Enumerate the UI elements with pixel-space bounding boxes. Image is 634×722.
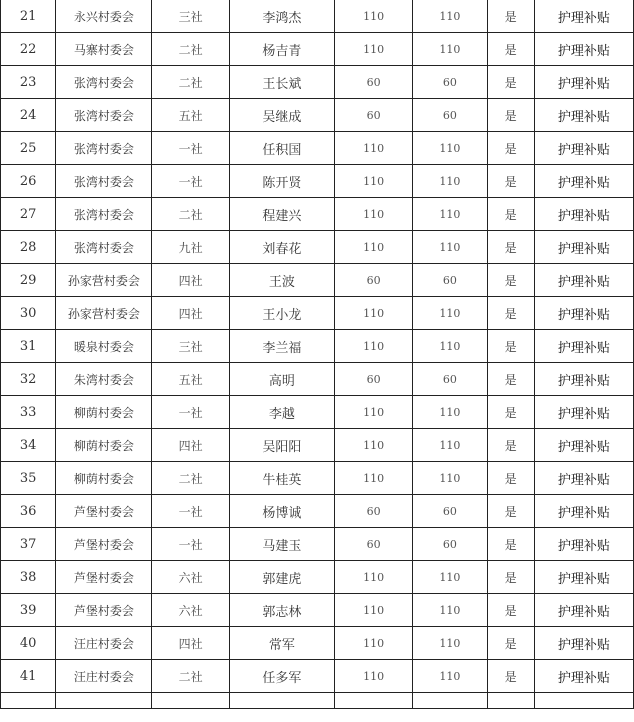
person-name-cell: 李鸿杰 — [229, 0, 334, 33]
amount-cell: 60 — [413, 264, 487, 297]
amount-cell: 110 — [335, 165, 413, 198]
row-number-cell: 31 — [1, 330, 56, 363]
group-cell: 二社 — [152, 33, 229, 66]
amount-cell: 110 — [413, 660, 487, 693]
table-row — [1, 594, 634, 627]
amount-cell: 110 — [413, 396, 487, 429]
table-row — [1, 528, 634, 561]
flag-cell: 是 — [487, 330, 534, 363]
person-name-cell: 牛桂英 — [229, 462, 334, 495]
row-number-cell: 39 — [1, 594, 56, 627]
row-number-cell: 28 — [1, 231, 56, 264]
flag-cell: 是 — [487, 627, 534, 660]
subsidy-type-cell: 护理补贴 — [534, 363, 633, 396]
person-name-cell: 常军 — [229, 627, 334, 660]
group-cell: 三社 — [152, 330, 229, 363]
table-row — [1, 495, 634, 528]
subsidy-type-cell: 护理补贴 — [534, 231, 633, 264]
subsidy-type-cell: 护理补贴 — [534, 165, 633, 198]
flag-cell: 是 — [487, 396, 534, 429]
table-row — [1, 330, 634, 363]
table-row — [1, 99, 634, 132]
village-cell: 孙家营村委会 — [56, 297, 152, 330]
village-cell: 柳荫村委会 — [56, 462, 152, 495]
flag-cell: 是 — [487, 363, 534, 396]
empty-cell — [335, 693, 413, 709]
flag-cell: 是 — [487, 165, 534, 198]
person-name-cell: 吴继成 — [229, 99, 334, 132]
person-name-cell: 陈开贤 — [229, 165, 334, 198]
subsidy-type-cell: 护理补贴 — [534, 198, 633, 231]
flag-cell: 是 — [487, 264, 534, 297]
amount-cell: 110 — [413, 462, 487, 495]
amount-cell: 60 — [335, 264, 413, 297]
village-cell: 张湾村委会 — [56, 198, 152, 231]
table-row — [1, 66, 634, 99]
subsidy-type-cell: 护理补贴 — [534, 66, 633, 99]
amount-cell: 60 — [413, 99, 487, 132]
flag-cell: 是 — [487, 660, 534, 693]
person-name-cell: 杨博诚 — [229, 495, 334, 528]
subsidy-type-cell: 护理补贴 — [534, 297, 633, 330]
table-row — [1, 462, 634, 495]
amount-cell: 110 — [335, 0, 413, 33]
person-name-cell: 郭建虎 — [229, 561, 334, 594]
amount-cell: 110 — [335, 198, 413, 231]
village-cell: 张湾村委会 — [56, 66, 152, 99]
person-name-cell: 王小龙 — [229, 297, 334, 330]
amount-cell: 60 — [335, 495, 413, 528]
subsidy-type-cell: 护理补贴 — [534, 132, 633, 165]
village-cell: 张湾村委会 — [56, 231, 152, 264]
empty-cell — [56, 693, 152, 709]
flag-cell: 是 — [487, 66, 534, 99]
subsidy-type-cell: 护理补贴 — [534, 528, 633, 561]
flag-cell: 是 — [487, 561, 534, 594]
row-number-cell: 22 — [1, 33, 56, 66]
table-row — [1, 264, 634, 297]
group-cell: 二社 — [152, 66, 229, 99]
amount-cell: 110 — [413, 198, 487, 231]
person-name-cell: 王波 — [229, 264, 334, 297]
empty-cell — [152, 693, 229, 709]
table-row — [1, 132, 634, 165]
person-name-cell: 郭志林 — [229, 594, 334, 627]
village-cell: 张湾村委会 — [56, 132, 152, 165]
amount-cell: 110 — [413, 330, 487, 363]
row-number-cell: 26 — [1, 165, 56, 198]
row-number-cell: 27 — [1, 198, 56, 231]
amount-cell: 110 — [335, 462, 413, 495]
row-number-cell: 36 — [1, 495, 56, 528]
row-number-cell: 25 — [1, 132, 56, 165]
row-number-cell: 35 — [1, 462, 56, 495]
group-cell: 一社 — [152, 396, 229, 429]
person-name-cell: 王长斌 — [229, 66, 334, 99]
group-cell: 四社 — [152, 627, 229, 660]
amount-cell: 110 — [335, 33, 413, 66]
table-row — [1, 165, 634, 198]
group-cell: 二社 — [152, 660, 229, 693]
flag-cell: 是 — [487, 33, 534, 66]
table-row — [1, 198, 634, 231]
table-row — [1, 0, 634, 33]
flag-cell: 是 — [487, 0, 534, 33]
flag-cell: 是 — [487, 99, 534, 132]
group-cell: 一社 — [152, 528, 229, 561]
village-cell: 暖泉村委会 — [56, 330, 152, 363]
village-cell: 芦堡村委会 — [56, 594, 152, 627]
amount-cell: 110 — [335, 330, 413, 363]
row-number-cell: 34 — [1, 429, 56, 462]
amount-cell: 110 — [413, 165, 487, 198]
amount-cell: 60 — [335, 99, 413, 132]
village-cell: 张湾村委会 — [56, 165, 152, 198]
row-number-cell: 30 — [1, 297, 56, 330]
table-row — [1, 561, 634, 594]
village-cell: 柳荫村委会 — [56, 396, 152, 429]
amount-cell: 110 — [335, 297, 413, 330]
flag-cell: 是 — [487, 528, 534, 561]
village-cell: 汪庄村委会 — [56, 660, 152, 693]
person-name-cell: 吴阳阳 — [229, 429, 334, 462]
person-name-cell: 高明 — [229, 363, 334, 396]
group-cell: 一社 — [152, 132, 229, 165]
row-number-cell: 38 — [1, 561, 56, 594]
empty-cell — [487, 693, 534, 709]
group-cell: 五社 — [152, 99, 229, 132]
amount-cell: 110 — [413, 0, 487, 33]
table-row — [1, 627, 634, 660]
amount-cell: 60 — [413, 528, 487, 561]
group-cell: 三社 — [152, 0, 229, 33]
amount-cell: 110 — [335, 594, 413, 627]
subsidy-type-cell: 护理补贴 — [534, 99, 633, 132]
row-number-cell: 41 — [1, 660, 56, 693]
row-number-cell: 21 — [1, 0, 56, 33]
village-cell: 永兴村委会 — [56, 0, 152, 33]
person-name-cell: 任多军 — [229, 660, 334, 693]
amount-cell: 60 — [413, 363, 487, 396]
amount-cell: 110 — [413, 627, 487, 660]
village-cell: 朱湾村委会 — [56, 363, 152, 396]
village-cell: 张湾村委会 — [56, 99, 152, 132]
person-name-cell: 杨吉青 — [229, 33, 334, 66]
amount-cell: 110 — [335, 132, 413, 165]
village-cell: 马寨村委会 — [56, 33, 152, 66]
table-row — [1, 297, 634, 330]
amount-cell: 60 — [335, 528, 413, 561]
table-row — [1, 33, 634, 66]
subsidy-type-cell: 护理补贴 — [534, 594, 633, 627]
amount-cell: 110 — [413, 561, 487, 594]
person-name-cell: 程建兴 — [229, 198, 334, 231]
amount-cell: 110 — [335, 627, 413, 660]
subsidy-type-cell: 护理补贴 — [534, 429, 633, 462]
flag-cell: 是 — [487, 198, 534, 231]
amount-cell: 60 — [413, 495, 487, 528]
village-cell: 芦堡村委会 — [56, 561, 152, 594]
flag-cell: 是 — [487, 297, 534, 330]
row-number-cell: 24 — [1, 99, 56, 132]
group-cell: 一社 — [152, 165, 229, 198]
amount-cell: 110 — [335, 429, 413, 462]
table-row-partial — [1, 693, 634, 709]
amount-cell: 110 — [335, 396, 413, 429]
table-row — [1, 429, 634, 462]
empty-cell — [413, 693, 487, 709]
group-cell: 四社 — [152, 429, 229, 462]
amount-cell: 110 — [335, 660, 413, 693]
flag-cell: 是 — [487, 594, 534, 627]
row-number-cell: 29 — [1, 264, 56, 297]
table-row — [1, 231, 634, 264]
empty-cell — [534, 693, 633, 709]
amount-cell: 110 — [413, 429, 487, 462]
group-cell: 四社 — [152, 264, 229, 297]
flag-cell: 是 — [487, 132, 534, 165]
amount-cell: 110 — [413, 132, 487, 165]
amount-cell: 110 — [413, 231, 487, 264]
table-row — [1, 660, 634, 693]
table-row — [1, 396, 634, 429]
amount-cell: 110 — [335, 231, 413, 264]
subsidy-type-cell: 护理补贴 — [534, 330, 633, 363]
subsidy-type-cell: 护理补贴 — [534, 495, 633, 528]
table-row — [1, 363, 634, 396]
empty-cell — [229, 693, 334, 709]
empty-cell — [1, 693, 56, 709]
flag-cell: 是 — [487, 231, 534, 264]
row-number-cell: 32 — [1, 363, 56, 396]
group-cell: 六社 — [152, 594, 229, 627]
village-cell: 芦堡村委会 — [56, 528, 152, 561]
group-cell: 一社 — [152, 495, 229, 528]
subsidy-type-cell: 护理补贴 — [534, 462, 633, 495]
amount-cell: 110 — [413, 594, 487, 627]
table-body — [1, 0, 634, 709]
subsidy-type-cell: 护理补贴 — [534, 627, 633, 660]
row-number-cell: 23 — [1, 66, 56, 99]
group-cell: 五社 — [152, 363, 229, 396]
person-name-cell: 李兰福 — [229, 330, 334, 363]
person-name-cell: 刘春花 — [229, 231, 334, 264]
subsidy-type-cell: 护理补贴 — [534, 396, 633, 429]
village-cell: 孙家营村委会 — [56, 264, 152, 297]
amount-cell: 110 — [335, 561, 413, 594]
village-cell: 芦堡村委会 — [56, 495, 152, 528]
flag-cell: 是 — [487, 495, 534, 528]
flag-cell: 是 — [487, 462, 534, 495]
subsidy-type-cell: 护理补贴 — [534, 561, 633, 594]
flag-cell: 是 — [487, 429, 534, 462]
amount-cell: 60 — [335, 66, 413, 99]
group-cell: 二社 — [152, 462, 229, 495]
subsidy-type-cell: 护理补贴 — [534, 264, 633, 297]
group-cell: 六社 — [152, 561, 229, 594]
group-cell: 九社 — [152, 231, 229, 264]
amount-cell: 110 — [413, 297, 487, 330]
subsidy-type-cell: 护理补贴 — [534, 0, 633, 33]
group-cell: 四社 — [152, 297, 229, 330]
amount-cell: 60 — [335, 363, 413, 396]
subsidy-type-cell: 护理补贴 — [534, 33, 633, 66]
group-cell: 二社 — [152, 198, 229, 231]
subsidy-type-cell: 护理补贴 — [534, 660, 633, 693]
village-cell: 柳荫村委会 — [56, 429, 152, 462]
amount-cell: 110 — [413, 33, 487, 66]
row-number-cell: 40 — [1, 627, 56, 660]
amount-cell: 60 — [413, 66, 487, 99]
person-name-cell: 马建玉 — [229, 528, 334, 561]
village-cell: 汪庄村委会 — [56, 627, 152, 660]
row-number-cell: 37 — [1, 528, 56, 561]
person-name-cell: 任积国 — [229, 132, 334, 165]
row-number-cell: 33 — [1, 396, 56, 429]
person-name-cell: 李越 — [229, 396, 334, 429]
